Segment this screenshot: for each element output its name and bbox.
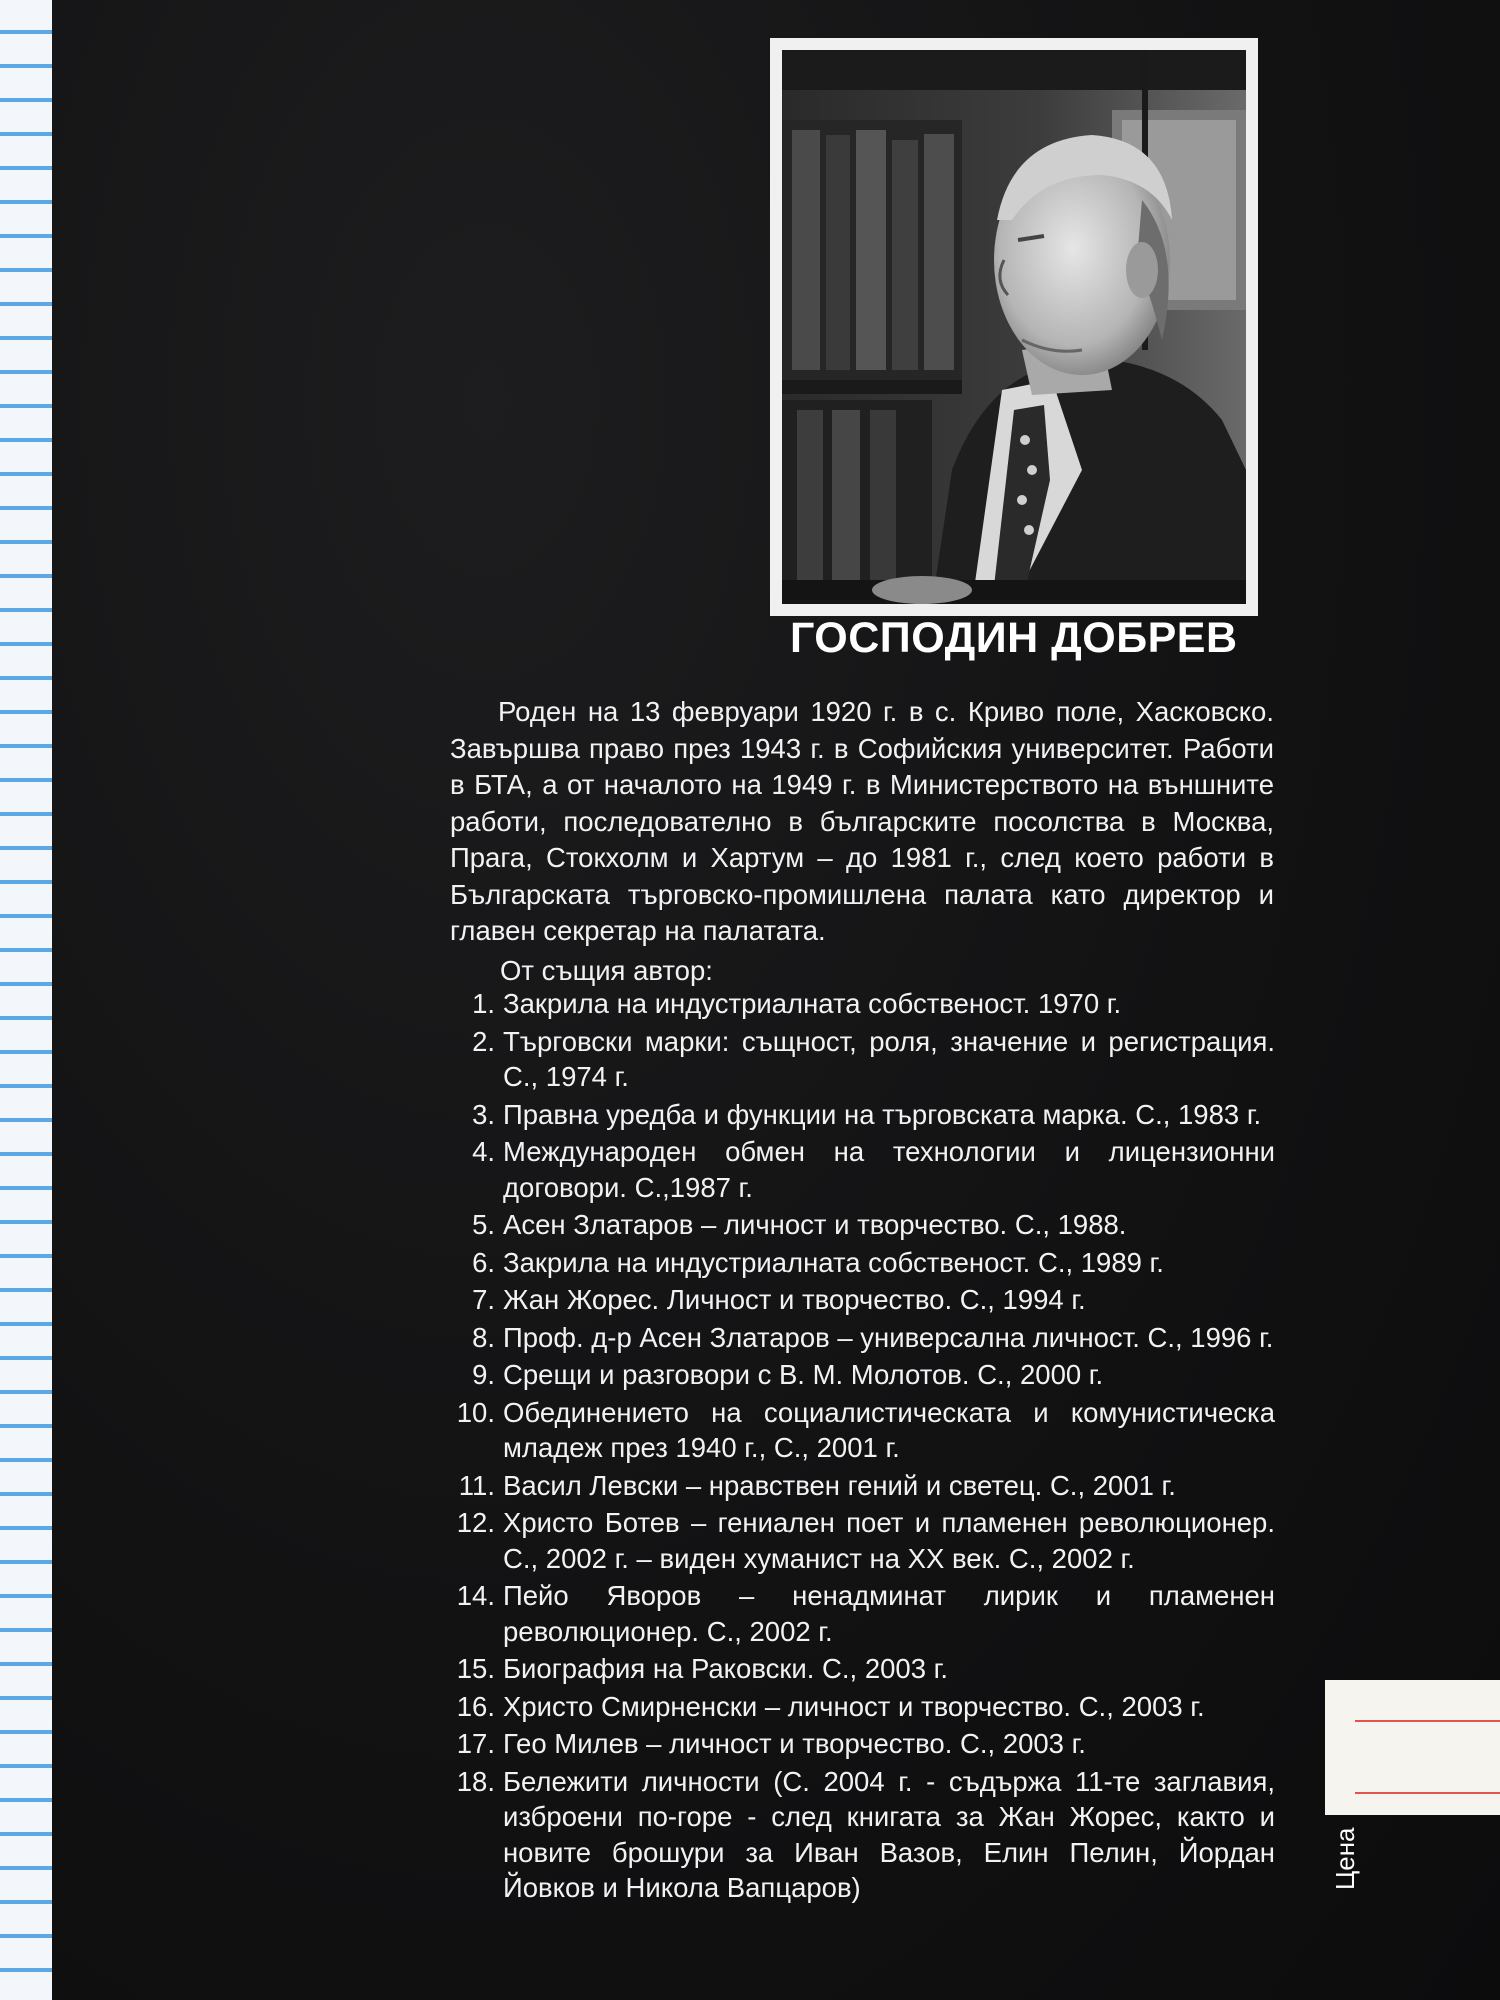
works-item-number: 11. xyxy=(458,1469,495,1501)
works-list-item xyxy=(445,1726,1275,1762)
works-list-item xyxy=(445,1097,1275,1133)
works-item-title: Асен Златаров – личност и творчество. С., 1988. xyxy=(503,1209,1127,1240)
works-list-item xyxy=(445,1689,1275,1725)
price-label xyxy=(1320,1820,1380,1900)
works-list-item xyxy=(445,1320,1275,1356)
works-item-title: Обединението на социалистическата и комунистическа младеж през 1940 г., С., 2001 г. xyxy=(503,1396,1275,1463)
works-item-number: 12. xyxy=(456,1507,495,1538)
works-item-number: 10. xyxy=(456,1396,495,1428)
works-list-item xyxy=(445,1468,1275,1504)
works-list-item xyxy=(445,1764,1275,1906)
works-item-number: 16. xyxy=(456,1690,495,1722)
works-list-item xyxy=(445,1134,1275,1205)
works-item-title: Търговски марки: същност, роля, значение и регистрация. С., 1974 г. xyxy=(503,1025,1275,1092)
works-item-title: Жан Жорес. Личност и творчество. С., 1994 г. xyxy=(503,1284,1086,1315)
works-list-item xyxy=(445,986,1275,1022)
works-item-number: 1. xyxy=(472,988,495,1019)
works-list-item xyxy=(445,1357,1275,1393)
works-item-title: Биография на Раковски. С., 2003 г. xyxy=(503,1653,948,1684)
works-item-number: 14. xyxy=(456,1580,495,1611)
price-sticker xyxy=(1325,1680,1500,1815)
works-item-title: Проф. д-р Асен Златаров – универсална личност. С., 1996 г. xyxy=(503,1321,1274,1353)
works-item-title: Закрила на индустриалната собственост. С., 1989 г. xyxy=(503,1246,1164,1278)
notebook-paper-strip xyxy=(0,0,60,2000)
author-portrait-frame xyxy=(770,38,1258,616)
same-author-heading: От същия автор: xyxy=(500,955,713,986)
works-list xyxy=(445,986,1275,1908)
works-list-item xyxy=(445,1395,1275,1466)
author-biography: Роден на 13 февруари 1920 г. в с. Криво поле, Хасковско. Завършва право през 1943 г. в Софийския университет. Работи в БТА, а от началото на 1949 г. в Министерството на външните работи, последователно в българските посолства в Москва, Прага, Стокхолм и Хартум – до 1981 г., след което работи в Българската търговско-промишлена палата като директор и главен секретар на палатата. xyxy=(450,696,1274,946)
works-item-number: 15. xyxy=(456,1653,495,1684)
works-list-item xyxy=(445,1207,1275,1243)
works-item-title: Срещи и разговори с В. М. Молотов. С., 2000 г. xyxy=(503,1359,1104,1390)
author-portrait-photo xyxy=(782,50,1246,604)
works-list-item xyxy=(445,1245,1275,1281)
author-name-heading: ГОСПОДИН ДОБРЕВ xyxy=(790,614,1238,662)
works-list-item xyxy=(445,1505,1275,1576)
works-item-title: Правна уредба и функции на търговската марка. С., 1983 г. xyxy=(503,1098,1262,1130)
works-item-number: 17. xyxy=(456,1728,495,1759)
works-item-title: Христо Ботев – гениален поет и пламенен революционер. С., 2002 г. – виден хуманист на XX век. С., 2002 г. xyxy=(503,1507,1275,1574)
works-item-number: 7. xyxy=(472,1284,495,1315)
works-item-title: Закрила на индустриалната собственост. 1970 г. xyxy=(503,988,1122,1019)
works-item-title: Христо Смирненски – личност и творчество. С., 2003 г. xyxy=(503,1690,1205,1722)
works-item-title: Бележити личности (С. 2004 г. - съдържа 11-те заглавия, изброени по-горе - след книгата за Жан Жорес, както и новите брошури за Иван Вазов, Елин Пелин, Йордан Йовков и Никола Вапцаров) xyxy=(503,1765,1275,1903)
works-item-title: Международен обмен на технологии и лицензионни договори. С.,1987 г. xyxy=(503,1136,1275,1203)
sticker-red-line xyxy=(1355,1720,1500,1722)
works-item-title: Васил Левски – нравствен гений и светец. С., 2001 г. xyxy=(503,1469,1176,1501)
works-item-number: 3. xyxy=(472,1098,495,1130)
works-list-item xyxy=(445,1282,1275,1318)
works-list-item xyxy=(445,1578,1275,1649)
works-item-title: Гео Милев – личност и творчество. С., 2003 г. xyxy=(503,1728,1086,1759)
works-item-number: 8. xyxy=(472,1321,495,1353)
works-item-number: 2. xyxy=(472,1025,495,1057)
works-item-number: 5. xyxy=(472,1209,495,1240)
price-label-text: Цена xyxy=(1330,1827,1360,1890)
works-item-number: 18. xyxy=(456,1765,495,1797)
works-item-number: 9. xyxy=(472,1359,495,1390)
works-list-item xyxy=(445,1024,1275,1095)
works-item-number: 4. xyxy=(472,1136,495,1167)
works-item-title: Пейо Яворов – ненадминат лирик и пламенен революционер. С., 2002 г. xyxy=(503,1580,1275,1647)
works-item-number: 6. xyxy=(472,1246,495,1278)
sticker-red-line xyxy=(1355,1792,1500,1794)
works-list-item xyxy=(445,1651,1275,1687)
